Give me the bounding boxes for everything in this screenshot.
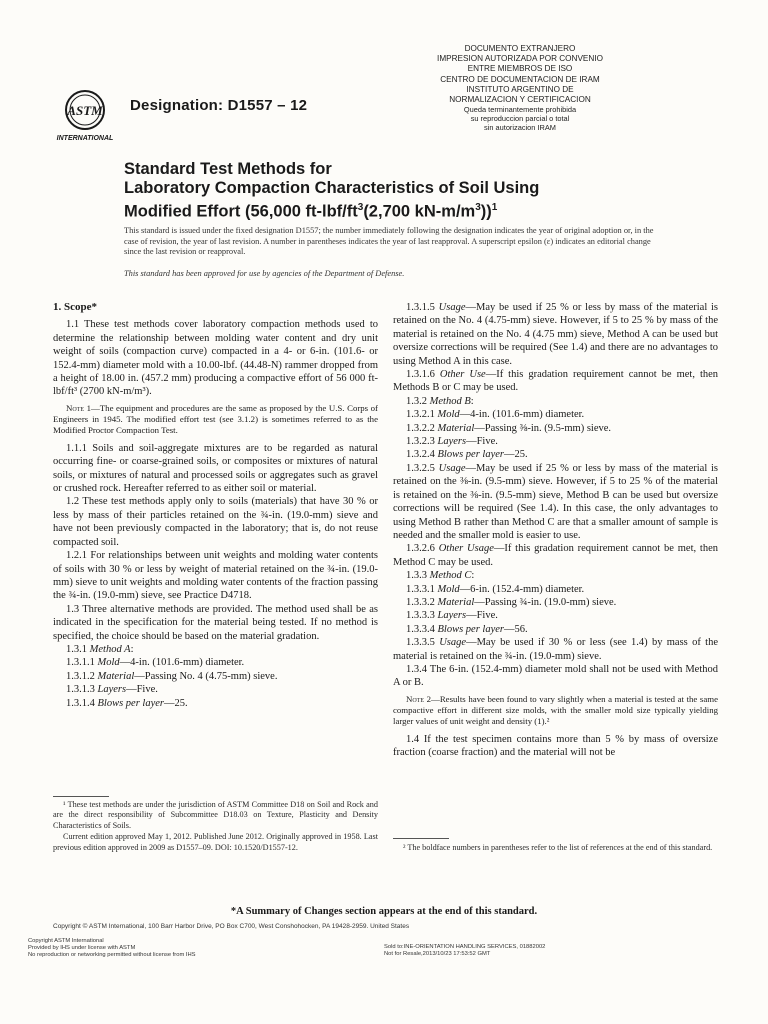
paragraph-1-3-3-4: 1.3.3.4 Blows per layer—56. [406,623,528,635]
title-line-2: Laboratory Compaction Characteristics of Soil Using [124,179,540,197]
paragraph-1-3-4: 1.3.4 The 6-in. (152.4-mm) diameter mold shall not be used with Method A or B. [393,663,718,689]
paragraph-1-3-3-3: 1.3.3.3 Layers—Five. [406,610,498,622]
section-heading-scope: 1. Scope* [53,301,97,313]
license-line: No reproduction or networking permitted without license from IHS [28,952,196,959]
paragraph-1-3-3-1: 1.3.3.1 Mold—6-in. (152.4-mm) diameter. [406,583,585,595]
stamp-line: ENTRE MIEMBROS DE ISO [467,64,573,74]
footnote-edition: Current edition approved May 1, 2012. Published June 2012. Originally approved in 1958. Last previous edition approved in 2009 as D1557–09. DOI: 10.1520/D1557-12. [53,832,378,852]
license-line: Copyright ASTM International [28,938,104,944]
stamp-line: DOCUMENTO EXTRANJERO [464,44,576,53]
paragraph-1-3-3-5: 1.3.3.5 Usage—May be used if 30 % or less (see 1.4) by mass of the material is retained on the ¾-in. (19.0-mm) sieve. [393,637,719,662]
svg-text:INTERNATIONAL: INTERNATIONAL [56,135,114,142]
foreign-document-stamp [420,44,620,132]
astm-logo [54,88,116,144]
summary-of-changes-note: *A Summary of Changes section appears at the end of this standard. [230,906,538,917]
paragraph-1-3-1-1: 1.3.1.1 Mold—4-in. (101.6-mm) diameter. [66,657,245,669]
footnote-divider [393,838,449,839]
paragraph-1-3-3-2: 1.3.3.2 Material—Passing ¾-in. (19.0-mm) sieve. [406,596,617,608]
document-title [124,160,684,222]
paragraph-1-3-1-6: 1.3.1.6 Other Use—If this gradation requirement cannot be met, then Methods B or C may be used. [393,369,719,394]
stamp-line: INSTITUTO ARGENTINO DE [466,84,574,94]
paragraph-1-3-1-3: 1.3.1.3 Layers—Five. [66,684,158,696]
paragraph-1-3-1-5: 1.3.1.5 Usage—May be used if 25 % or less by mass of the material is retained on the No. 4 (4.75-mm) sieve. However, if 5 to 25 % by mass of the material is retained on the No. 4 (4.75 mm) sieve, Method A can be used but oversize corrections will be required (See 1.4) and there are no advantages to using Method A in this case. [393,302,719,367]
stamp-line: CENTRO DE DOCUMENTACION DE IRAM [440,74,600,84]
stamp-small-line: su reproduccion parcial o total [470,114,570,124]
paragraph-1-3-2-6: 1.3.2.6 Other Usage—If this gradation requirement cannot be met, then Method C may be used. [393,543,719,568]
paragraph-1-3-3: 1.3.3 Method C: [406,570,475,582]
paragraph-1-3-2-3: 1.3.2.3 Layers—Five. [406,436,498,448]
left-column [53,301,378,710]
paragraph-1-3-1: 1.3.1 Method A: [66,643,134,655]
order-line: Not for Resale,2013/10/23 17:53:52 GMT [384,951,491,958]
footnote-2: ² The boldface numbers in parentheses refer to the list of references at the end of this standard. [403,843,713,852]
stamp-line: NORMALIZACION Y CERTIFICACION [449,95,591,105]
footnote-divider [53,796,109,797]
order-line: Sold to:INE-ORIENTATION HANDLING SERVICES, 01882002 [384,944,546,950]
paragraph-1-3-1-2: 1.3.1.2 Material—Passing No. 4 (4.75-mm) sieve. [66,670,278,682]
note-2: Note 2—Results have been found to vary slightly when a material is tested at the same compactive effort in different size molds, with the smaller mold size typically yielding larger values of unit weight and density (1).² [393,693,718,726]
note-1: Note 1—The equipment and procedures are the same as proposed by the U.S. Corps of Engineers in 1945. The modified effort test (see 3.1.2) is sometimes referred to as the Modified Proctor Compaction Test. [53,402,378,435]
paragraph-1-3-2-5: 1.3.2.5 Usage—May be used if 25 % or less by mass of the material is retained on the ⅜-in. (9.5-mm) sieve. However, if 5 to 25 % of the material is retained on the ⅜-in. (9.5-mm) sieve, Method B can be used but oversize corrections will be required (See 1.4). In this case, the only advantages to using Method B rather than Method C are that a smaller amount of sample is needed and the smaller mold is easier to use. [393,462,719,541]
title-line-1: Standard Test Methods for [124,160,332,178]
copyright-line: Copyright © ASTM International, 100 Barr Harbor Drive, PO Box C700, West Conshohocken, PA 19428-2959. United States [53,923,410,930]
paragraph-1-2-1: 1.2.1 For relationships between unit weights and molding water contents of soils with 30 % or less by weight of material retained on the ¾-in. (19.0-mm) sieve to unit weights and molding water contents of the fraction passing the ¾-in. (19.0-mm) sieve, see Practice D4718. [53,550,378,602]
paragraph-1-3-2-2: 1.3.2.2 Material—Passing ⅜-in. (9.5-mm) sieve. [406,422,612,434]
paragraph-1-1-1: 1.1.1 Soils and soil-aggregate mixtures are to be regarded as natural occurring fine- or coarse-grained soils, or composites or mixtures of natural soils, or mixtures of natural and processed soils or aggregates such as gravel or crushed rock. Hereafter referred to as either soil or material. [53,442,378,495]
right-column [393,301,718,760]
defense-approval-note: This standard has been approved for use by agencies of the Department of Defense. [124,269,405,278]
footnotes-left [53,800,378,854]
paragraph-1-3-2: 1.3.2 Method B: [406,395,474,407]
paragraph-1-3-2-4: 1.3.2.4 Blows per layer—25. [406,449,528,461]
paragraph-1-3-2-1: 1.3.2.1 Mold—4-in. (101.6-mm) diameter. [406,409,585,421]
license-line: Provided by IHS under license with ASTM [28,945,136,952]
paragraph-1-4: 1.4 If the test specimen contains more than 5 % by mass of oversize fraction (coarse fraction) and the material will not be [393,733,718,759]
license-watermark [28,938,388,960]
stamp-line: IMPRESION AUTORIZADA POR CONVENIO [437,54,603,64]
paragraph-1-3: 1.3 Three alternative methods are provided. The method used shall be as indicated in the specification for the material being tested. If no method is specified, the choice should be based on the material gradation. [53,603,378,642]
paragraph-1-2: 1.2 These test methods apply only to soils (materials) that have 30 % or less by mass of their particles retained on the ¾-in. (19.0-mm) sieve and have not been previously compacted in the laboratory; that is, do not reuse compacted soil. [53,496,378,548]
svg-text:ASTM: ASTM [67,103,103,118]
stamp-small-line: Queda terminantemente prohibida [463,105,577,115]
paragraph-1-3-1-4: 1.3.1.4 Blows per layer—25. [66,697,188,709]
stamp-small-line: sin autorizacion IRAM [484,123,556,133]
issuance-notice: This standard is issued under the fixed designation D1557; the number immediately following the designation indicates the year of original adoption or, in the case of revision, the year of last revision. A number in parentheses indicates the year of last reapproval. A superscript epsilon (ε) indicates an editorial change since the last revision or reapproval. [124,226,654,257]
title-line-3: Modified Effort (56,000 $ft-lbf/ft^3(2,700$ $kN-m/m^3))^1$ [124,202,498,221]
footnote-1: ¹ These test methods are under the jurisdiction of ASTM Committee D18 on Soil and Rock and are the direct responsibility of Subcommittee D18.03 on Texture, Plasticity and Density Characteristics of Soils. [53,800,378,830]
designation: Designation: D1557 – 12 [130,97,308,114]
order-watermark [384,944,644,958]
paragraph-1-1: 1.1 These test methods cover laboratory compaction methods used to determine the relationship between molding water content and dry unit weight of soils (compaction curve) compacted in a 4- or 6-in. (101.6- or 152.4-mm) diameter mold with a 10.00-lbf. (44.48-N) rammer dropped from a height of 18.00 in. (457.2 mm) producing a compactive effort of 56 000 ft-lbf/ft³ (2700 kN-m/m³). [53,319,378,398]
